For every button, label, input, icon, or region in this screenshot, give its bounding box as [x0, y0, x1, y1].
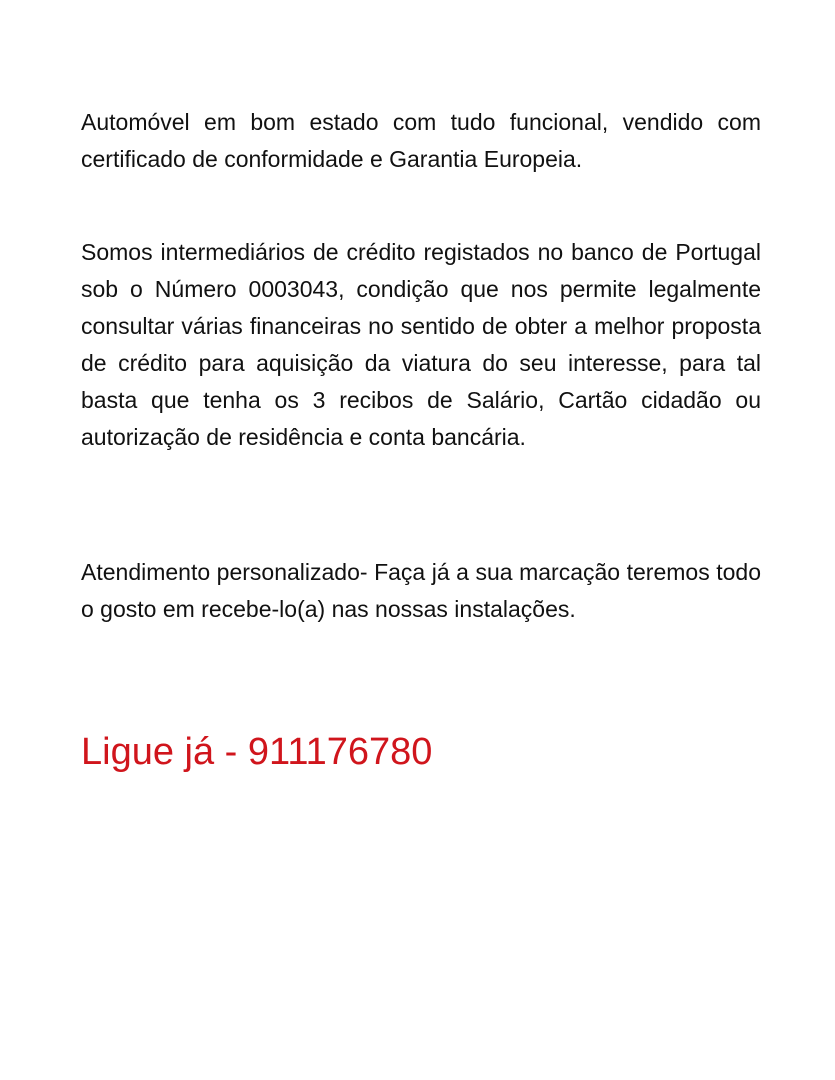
call-to-action-phone: Ligue já - 911176780 [81, 731, 433, 773]
paragraph-credit-information: Somos intermediários de crédito registados no banco de Portugal sob o Número 0003043, condição que nos permite legalmente consultar várias financeiras no sentido de obter a melhor proposta de crédito para aquisição da viatura do seu interesse, para tal basta que tenha os 3 recibos de Salário, Cartão cidadão ou autorização de residência e conta bancária. [81, 239, 761, 450]
paragraph-vehicle-description: Automóvel em bom estado com tudo funcional, vendido com certificado de conformidade e Garantia Europeia. [81, 109, 761, 172]
paragraph-appointment: Atendimento personalizado- Faça já a sua marcação teremos todo o gosto em recebe-lo(a) nas nossas instalações. [81, 559, 761, 622]
